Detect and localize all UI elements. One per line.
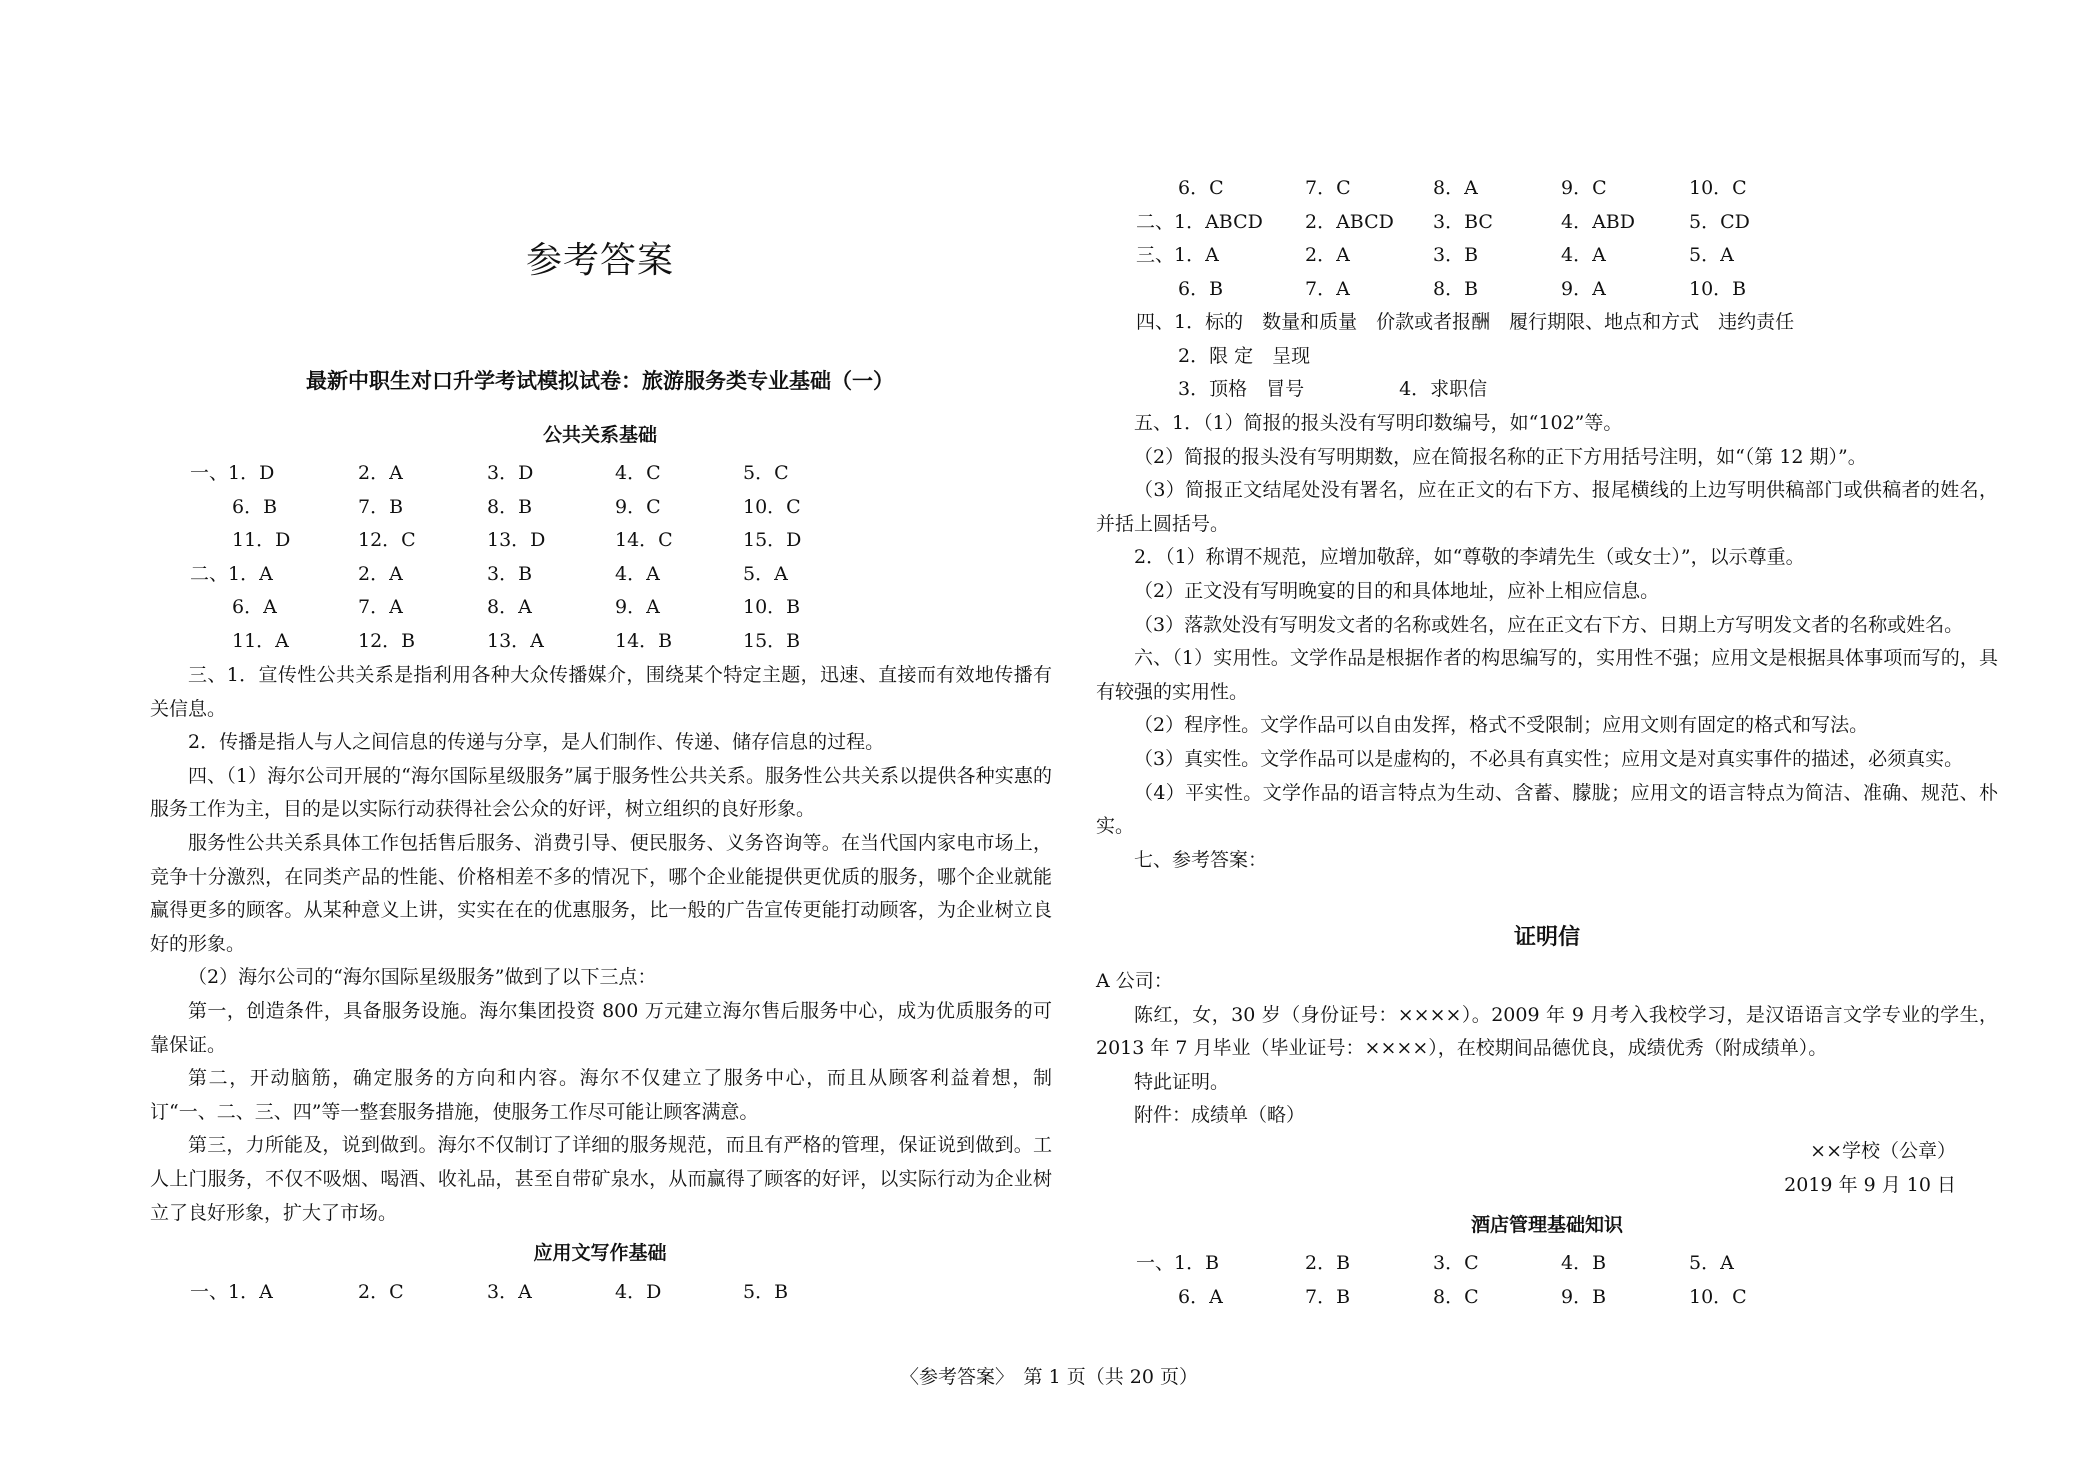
letter-closing: 特此证明。 [1134,1070,1230,1093]
fill-answer-line: 3．顶格 冒号 4．求职信 [1178,378,1488,401]
fill-in-answers [1136,306,2016,407]
answer-cell: 2．ABCD [1305,210,1394,233]
answer-row [190,1276,1070,1310]
writing-multiple-choice [190,1276,1070,1310]
answer-cell: 3．C [1433,1252,1479,1274]
answer-cell: 4．C [615,462,661,484]
answer-paragraph: 七、参考答案： [1134,848,1268,871]
answer-row [190,625,1070,659]
answer-cell: 12．C [358,529,416,552]
page-title: 参考答案 [525,240,674,281]
answer-cell: 8．B [1433,277,1479,300]
answer-cell: 15．D [743,529,802,552]
writing-multiple-choice-continued [1136,172,2016,306]
answer-cell: 8．A [1433,177,1478,199]
answer-row [1136,1247,2016,1281]
answer-row [190,457,1070,491]
answer-paragraph: （2）海尔公司的“海尔国际星级服务”做到了以下三点： [188,966,657,989]
answer-paragraph: 五、1．（1）简报的报头没有写明印数编号，如“102”等。 [1134,412,1623,434]
answer-cell: 6．C [1178,177,1224,199]
letter-attachment: 附件：成绩单（略） [1134,1104,1306,1127]
answer-cell: 10．B [743,596,801,619]
answer-row [1136,273,2016,307]
answer-cell: 10．B [1689,277,1747,300]
answer-cell: 9．C [1561,177,1607,199]
writing-answer-paragraphs [1096,407,1998,877]
answer-row [1136,172,2016,206]
answer-cell: 3．B [1433,244,1479,267]
page-footer: 〈参考答案〉 第 1 页（共 20 页） [900,1366,1198,1388]
answer-cell: 2．B [1305,1252,1351,1274]
answer-cell: 4．ABD [1561,210,1636,233]
fill-answer-line: 四、1．标的 数量和质量 价款或者报酬 履行期限、地点和方式 违约责任 [1136,311,1795,333]
answer-cell: 6．B [1178,277,1224,300]
section-title-applied-writing: 应用文写作基础 [533,1242,667,1264]
answer-cell: 5．A [743,562,788,585]
answer-row [190,524,1070,558]
section-title-public-relations: 公共关系基础 [542,424,657,446]
answer-cell: 2．A [1305,244,1350,267]
answer-cell: 3．D [487,462,534,484]
answer-cell: 9．A [1561,277,1606,300]
answer-paragraph: （2）程序性。文学作品可以自由发挥，格式不受限制；应用文则有固定的格式和写法。 [1134,714,1869,737]
answer-cell: 5．B [743,1281,789,1303]
answer-cell: 三、1．A [1136,244,1219,267]
answer-cell: 一、1．A [190,1281,273,1303]
answer-cell: 4．A [615,562,660,585]
answer-cell: 7．A [358,596,403,619]
answer-cell: 2．C [358,1281,404,1303]
answer-paragraph: 第三，力所能及，说到做到。海尔不仅制订了详细的服务规范，而且有严格的管理，保证说到做到。工人上门服务，不仅不吸烟、喝酒、收礼品，甚至自带矿泉水，从而赢得了顾客的好评，以实际行动为企业树立了良好形象，扩大了市场。 [150,1134,1052,1224]
answer-row [1136,239,2016,273]
pr-multiple-choice [190,457,1070,659]
answer-paragraph: 2．传播是指人与人之间信息的传递与分享，是人们制作、传递、储存信息的过程。 [188,731,885,754]
answer-paragraph: （3）简报正文结尾处没有署名，应在正文的右下方、报尾横线的上边写明供稿部门或供稿者的姓名，并括上圆括号。 [1096,479,1998,535]
answer-cell: 5．A [1689,1252,1734,1274]
answer-paragraph: （4）平实性。文学作品的语言特点为生动、含蓄、朦胧；应用文的语言特点为简洁、准确、规范、朴实。 [1096,781,1998,838]
letter-date: 2019 年 9 月 10 日 [1784,1173,1956,1196]
answer-cell: 2．A [358,462,403,484]
letter-signer: ××学校（公章） [1810,1139,1956,1162]
answer-cell: 14．C [615,529,673,552]
answer-cell: 一、1．B [1136,1252,1220,1274]
answer-paragraph: 服务性公共关系具体工作包括售后服务、消费引导、便民服务、义务咨询等。在当代国内家电市场上，竞争十分激烈，在同类产品的性能、价格相差不多的情况下，哪个企业能提供更优质的服务，哪个企业就能赢得更多的顾客。从某种意义上讲，实实在在的优惠服务，比一般的广告宣传更能打动顾客，为企业树立良好的形象。 [150,831,1052,955]
hotel-multiple-choice [1136,1247,2016,1314]
answer-cell: 13．A [487,629,544,652]
answer-cell: 8．C [1433,1285,1479,1308]
answer-cell: 2．A [358,562,403,585]
letter-title: 证明信 [1513,925,1580,950]
answer-cell: 9．B [1561,1285,1607,1308]
answer-row [190,591,1070,625]
answer-paragraph: 四、（1）海尔公司开展的“海尔国际星级服务”属于服务性公共关系。服务性公共关系以提供各种实惠的服务工作为主，目的是以实际行动获得社会公众的好评，树立组织的良好形象。 [150,764,1052,821]
answer-row [1136,1281,2016,1315]
answer-cell: 10．C [1689,1285,1747,1308]
answer-cell: 14．B [615,629,673,652]
answer-paragraph: （2）简报的报头没有写明期数，应在简报名称的正下方用括号注明，如“（第 12 期）”。 [1134,445,1867,468]
answer-row [190,491,1070,525]
answer-cell: 二、1．ABCD [1136,210,1263,233]
answer-cell: 9．C [615,495,661,518]
answer-cell: 3．B [487,562,533,585]
answer-cell: 5．A [1689,244,1734,267]
answer-cell: 8．A [487,596,532,619]
answer-cell: 3．BC [1433,210,1493,233]
answer-paragraph: （3）真实性。文学作品可以是虚构的，不必具有真实性；应用文是对真实事件的描述，必须真实。 [1134,747,1964,770]
exam-title: 最新中职生对口升学考试模拟试卷：旅游服务类专业基础（一） [306,369,894,393]
certificate-letter [1096,913,1998,1202]
answer-cell: 13．D [487,529,546,552]
answer-cell: 5．C [743,462,789,484]
answer-cell: 8．B [487,495,533,518]
answer-paragraph: 六、（1）实用性。文学作品是根据作者的构思编写的，实用性不强；应用文是根据具体事项而写的，具有较强的实用性。 [1096,647,1998,703]
answer-cell: 15．B [743,629,801,652]
section-title-hotel-management: 酒店管理基础知识 [1470,1214,1623,1236]
answer-paragraph: （2）正文没有写明晚宴的目的和具体地址，应补上相应信息。 [1134,579,1660,602]
answer-cell: 9．A [615,596,660,619]
answer-paragraph: 2．（1）称谓不规范，应增加敬辞，如“尊敬的李靖先生（或女士）”，以示尊重。 [1134,546,1805,569]
answer-cell: 12．B [358,629,416,652]
answer-cell: 二、1．A [190,562,273,585]
letter-body: 陈红，女，30 岁（身份证号：××××）。2009 年 9 月考入我校学习，是汉语语言文学专业的学生，2013 年 7 月毕业（毕业证号：××××），在校期间品德优良，成绩优秀（附成绩单）。 [1096,1003,1998,1060]
answer-cell: 11．D [232,529,291,552]
answer-cell: 7．A [1305,277,1350,300]
answer-paragraph: 第一，创造条件，具备服务设施。海尔集团投资 800 万元建立海尔售后服务中心，成为优质服务的可靠保证。 [150,999,1052,1056]
pr-answer-paragraphs [150,659,1052,1230]
answer-paragraph: 第二，开动脑筋，确定服务的方向和内容。海尔不仅建立了服务中心，而且从顾客利益着想，制订“一、二、三、四”等一整套服务措施，使服务工作尽可能让顾客满意。 [150,1067,1052,1123]
answer-cell: 10．C [743,495,801,518]
answer-cell: 4．D [615,1281,662,1303]
answer-row [190,558,1070,592]
answer-row [1136,206,2016,240]
answer-cell: 7．B [358,495,404,518]
answer-cell: 7．B [1305,1285,1351,1308]
answer-cell: 6．A [232,596,277,619]
answer-cell: 3．A [487,1281,532,1303]
answer-paragraph: 三、1．宣传性公共关系是指利用各种大众传播媒介，围绕某个特定主题，迅速、直接而有效地传播有关信息。 [150,664,1052,720]
answer-cell: 5．CD [1689,210,1750,233]
answer-cell: 6．B [232,495,278,518]
answer-cell: 一、1．D [190,462,275,484]
answer-cell: 4．A [1561,244,1606,267]
answer-cell: 7．C [1305,177,1351,199]
answer-cell: 11．A [232,629,289,652]
answer-cell: 4．B [1561,1252,1607,1274]
fill-answer-line: 2．限 定 呈现 [1178,344,1311,367]
answer-cell: 6．A [1178,1285,1223,1308]
answer-paragraph: （3）落款处没有写明发文者的名称或姓名，应在正文右下方、日期上方写明发文者的名称或姓名。 [1134,613,1964,636]
answer-cell: 10．C [1689,177,1747,199]
letter-salutation: A 公司： [1096,970,1173,992]
